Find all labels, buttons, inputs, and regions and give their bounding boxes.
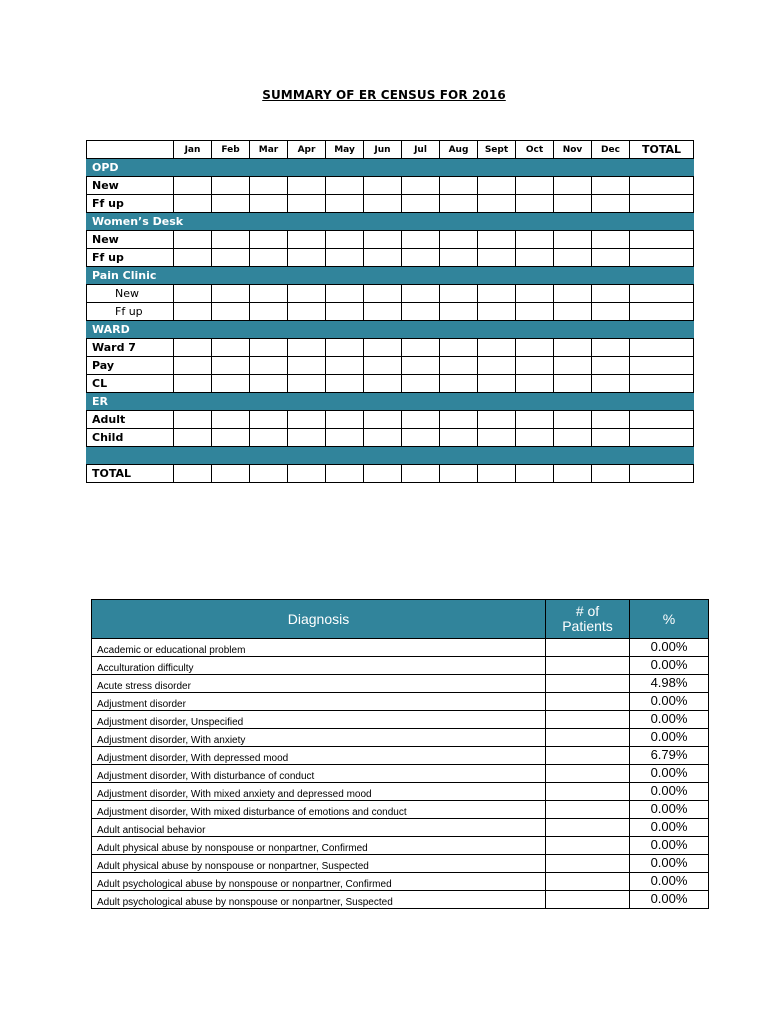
census-cell (402, 375, 440, 393)
census-cell (364, 249, 402, 267)
census-cell (630, 231, 694, 249)
census-cell (440, 231, 478, 249)
census-cell (364, 231, 402, 249)
census-cell (554, 303, 592, 321)
section-header-row (87, 447, 694, 465)
census-cell (212, 231, 250, 249)
census-cell (478, 339, 516, 357)
section-header-row (87, 213, 694, 231)
month-header: Jul (402, 141, 440, 159)
census-cell (326, 339, 364, 357)
census-cell (554, 195, 592, 213)
census-cell (326, 465, 364, 483)
census-cell (516, 357, 554, 375)
census-cell (364, 411, 402, 429)
census-cell (288, 339, 326, 357)
row-label: TOTAL (87, 465, 174, 483)
patient-count-cell (546, 675, 630, 693)
table-row (92, 675, 709, 693)
census-cell (440, 339, 478, 357)
census-cell (630, 375, 694, 393)
row-label: New (87, 177, 174, 195)
census-cell (250, 303, 288, 321)
census-cell (592, 231, 630, 249)
patient-count-cell (546, 837, 630, 855)
census-cell (554, 231, 592, 249)
patient-count-cell (546, 765, 630, 783)
diagnosis-header: Diagnosis (92, 600, 546, 639)
census-cell (402, 465, 440, 483)
census-cell (288, 177, 326, 195)
census-cell (326, 411, 364, 429)
census-cell (288, 465, 326, 483)
census-cell (516, 177, 554, 195)
census-cell (440, 303, 478, 321)
census-cell (364, 339, 402, 357)
census-cell (364, 357, 402, 375)
diagnosis-name: Adult physical abuse by nonspouse or nonpartner, Suspected (92, 855, 546, 873)
patient-count-cell (546, 819, 630, 837)
census-cell (402, 177, 440, 195)
patient-count-cell (546, 693, 630, 711)
census-data-row (87, 249, 694, 267)
census-cell (440, 177, 478, 195)
section-title: Women’s Desk (87, 213, 694, 231)
census-cell (516, 285, 554, 303)
table-row (92, 837, 709, 855)
table-row (92, 891, 709, 909)
patients-header (546, 600, 630, 639)
patient-count-cell (546, 873, 630, 891)
census-cell (440, 357, 478, 375)
census-cell (250, 375, 288, 393)
percent-value: 0.00% (630, 873, 709, 891)
census-cell (516, 195, 554, 213)
census-data-row (87, 231, 694, 249)
percent-value: 0.00% (630, 837, 709, 855)
census-cell (516, 249, 554, 267)
census-cell (212, 465, 250, 483)
census-cell (478, 465, 516, 483)
percent-value: 0.00% (630, 819, 709, 837)
section-header-row (87, 267, 694, 285)
diagnosis-name: Adult psychological abuse by nonspouse or nonpartner, Suspected (92, 891, 546, 909)
census-cell (326, 177, 364, 195)
census-cell (440, 429, 478, 447)
census-cell (402, 231, 440, 249)
census-cell (516, 231, 554, 249)
census-cell (402, 195, 440, 213)
census-cell (364, 195, 402, 213)
section-title: Pain Clinic (87, 267, 694, 285)
census-cell (288, 249, 326, 267)
census-data-row (87, 429, 694, 447)
census-cell (478, 231, 516, 249)
diagnosis-name: Adult physical abuse by nonspouse or nonpartner, Confirmed (92, 837, 546, 855)
row-label: New (87, 285, 174, 303)
table-row (92, 711, 709, 729)
census-data-row (87, 177, 694, 195)
census-cell (364, 177, 402, 195)
census-cell (402, 357, 440, 375)
month-header: Jun (364, 141, 402, 159)
census-cell (402, 285, 440, 303)
census-corner-cell (87, 141, 174, 159)
patient-count-cell (546, 891, 630, 909)
section-title (87, 447, 694, 465)
census-cell (288, 195, 326, 213)
census-data-row (87, 303, 694, 321)
census-cell (174, 249, 212, 267)
census-cell (402, 429, 440, 447)
percent-value: 6.79% (630, 747, 709, 765)
census-cell (630, 339, 694, 357)
census-cell (630, 177, 694, 195)
diagnosis-name: Adult antisocial behavior (92, 819, 546, 837)
census-cell (174, 195, 212, 213)
patient-count-cell (546, 855, 630, 873)
month-header: May (326, 141, 364, 159)
diagnosis-name: Acculturation difficulty (92, 657, 546, 675)
percent-value: 0.00% (630, 657, 709, 675)
diagnosis-name: Acute stress disorder (92, 675, 546, 693)
row-label: New (87, 231, 174, 249)
census-cell (250, 231, 288, 249)
census-cell (554, 429, 592, 447)
census-cell (402, 339, 440, 357)
census-cell (440, 375, 478, 393)
census-cell (554, 357, 592, 375)
census-cell (554, 177, 592, 195)
table-row (92, 747, 709, 765)
census-cell (478, 285, 516, 303)
table-row (92, 873, 709, 891)
census-cell (478, 429, 516, 447)
census-cell (516, 411, 554, 429)
diagnosis-name: Academic or educational problem (92, 639, 546, 657)
row-label: Ff up (87, 195, 174, 213)
diagnosis-table (91, 599, 709, 909)
census-cell (592, 465, 630, 483)
census-cell (478, 303, 516, 321)
census-cell (440, 195, 478, 213)
census-cell (288, 411, 326, 429)
month-header: Mar (250, 141, 288, 159)
census-cell (250, 357, 288, 375)
census-cell (592, 339, 630, 357)
diagnosis-name: Adjustment disorder, With mixed anxiety and depressed mood (92, 783, 546, 801)
census-cell (364, 303, 402, 321)
census-data-row (87, 375, 694, 393)
census-cell (174, 411, 212, 429)
census-cell (554, 375, 592, 393)
census-cell (212, 339, 250, 357)
section-title: WARD (87, 321, 694, 339)
patient-count-cell (546, 783, 630, 801)
census-cell (250, 177, 288, 195)
census-cell (250, 411, 288, 429)
census-cell (174, 303, 212, 321)
census-cell (592, 177, 630, 195)
census-data-row (87, 357, 694, 375)
census-cell (592, 429, 630, 447)
diagnosis-header-row (92, 600, 709, 639)
table-row (92, 855, 709, 873)
census-cell (592, 249, 630, 267)
row-label: Adult (87, 411, 174, 429)
census-cell (478, 195, 516, 213)
table-row (92, 729, 709, 747)
census-cell (288, 429, 326, 447)
census-cell (174, 177, 212, 195)
table-row (92, 657, 709, 675)
census-cell (212, 375, 250, 393)
census-cell (326, 231, 364, 249)
census-cell (364, 429, 402, 447)
census-cell (212, 303, 250, 321)
month-header: Feb (212, 141, 250, 159)
percent-value: 0.00% (630, 855, 709, 873)
census-cell (212, 429, 250, 447)
row-label: Ff up (87, 303, 174, 321)
diagnosis-name: Adjustment disorder, With mixed disturbance of emotions and conduct (92, 801, 546, 819)
percent-value: 0.00% (630, 765, 709, 783)
census-cell (592, 195, 630, 213)
census-cell (478, 357, 516, 375)
census-cell (326, 285, 364, 303)
row-label: CL (87, 375, 174, 393)
table-row (92, 801, 709, 819)
census-cell (326, 195, 364, 213)
census-table (86, 140, 694, 483)
census-cell (402, 411, 440, 429)
census-cell (630, 429, 694, 447)
census-cell (326, 249, 364, 267)
percent-header: % (630, 600, 709, 639)
census-cell (630, 285, 694, 303)
census-data-row (87, 339, 694, 357)
census-cell (554, 411, 592, 429)
census-cell (592, 303, 630, 321)
diagnosis-name: Adjustment disorder (92, 693, 546, 711)
census-cell (440, 249, 478, 267)
census-cell (326, 429, 364, 447)
census-cell (402, 249, 440, 267)
census-cell (478, 375, 516, 393)
percent-value: 0.00% (630, 693, 709, 711)
table-row (92, 639, 709, 657)
census-cell (592, 375, 630, 393)
percent-value: 0.00% (630, 729, 709, 747)
census-cell (630, 357, 694, 375)
census-cell (630, 195, 694, 213)
census-cell (326, 303, 364, 321)
section-header-row (87, 393, 694, 411)
census-cell (288, 303, 326, 321)
section-header-row (87, 321, 694, 339)
row-label: Ward 7 (87, 339, 174, 357)
census-cell (174, 285, 212, 303)
census-total-row (87, 465, 694, 483)
census-cell (212, 285, 250, 303)
census-cell (326, 375, 364, 393)
percent-value: 0.00% (630, 711, 709, 729)
patients-header-line1: # of (575, 603, 600, 619)
census-cell (440, 465, 478, 483)
patient-count-cell (546, 639, 630, 657)
month-header: Apr (288, 141, 326, 159)
month-header: Nov (554, 141, 592, 159)
census-cell (364, 375, 402, 393)
section-title: ER (87, 393, 694, 411)
census-cell (554, 465, 592, 483)
month-header: Dec (592, 141, 630, 159)
census-cell (364, 285, 402, 303)
table-row (92, 693, 709, 711)
census-cell (250, 249, 288, 267)
census-cell (440, 285, 478, 303)
patient-count-cell (546, 657, 630, 675)
patient-count-cell (546, 747, 630, 765)
census-data-row (87, 195, 694, 213)
census-cell (402, 303, 440, 321)
census-cell (554, 339, 592, 357)
census-cell (250, 339, 288, 357)
census-cell (516, 303, 554, 321)
total-column-header: TOTAL (630, 141, 694, 159)
census-cell (174, 375, 212, 393)
row-label: Ff up (87, 249, 174, 267)
census-data-row (87, 411, 694, 429)
census-cell (516, 375, 554, 393)
percent-value: 0.00% (630, 801, 709, 819)
census-cell (212, 411, 250, 429)
census-cell (174, 357, 212, 375)
census-cell (174, 465, 212, 483)
census-cell (250, 429, 288, 447)
month-header: Aug (440, 141, 478, 159)
month-header: Sept (478, 141, 516, 159)
census-cell (250, 465, 288, 483)
patient-count-cell (546, 801, 630, 819)
census-cell (478, 177, 516, 195)
section-title: OPD (87, 159, 694, 177)
census-cell (478, 249, 516, 267)
diagnosis-name: Adjustment disorder, Unspecified (92, 711, 546, 729)
census-data-row (87, 285, 694, 303)
census-cell (516, 339, 554, 357)
diagnosis-name: Adjustment disorder, With anxiety (92, 729, 546, 747)
census-cell (288, 285, 326, 303)
census-cell (592, 357, 630, 375)
census-cell (630, 411, 694, 429)
percent-value: 0.00% (630, 891, 709, 909)
table-row (92, 765, 709, 783)
section-header-row (87, 159, 694, 177)
census-cell (288, 231, 326, 249)
census-cell (250, 195, 288, 213)
diagnosis-name: Adjustment disorder, With depressed mood (92, 747, 546, 765)
census-cell (592, 285, 630, 303)
patients-header-line2: Patients (562, 618, 613, 634)
census-cell (174, 429, 212, 447)
patient-count-cell (546, 711, 630, 729)
census-cell (440, 411, 478, 429)
diagnosis-name: Adjustment disorder, With disturbance of conduct (92, 765, 546, 783)
census-cell (288, 375, 326, 393)
census-cell (212, 249, 250, 267)
census-cell (212, 177, 250, 195)
census-cell (516, 465, 554, 483)
row-label: Child (87, 429, 174, 447)
census-cell (288, 357, 326, 375)
patient-count-cell (546, 729, 630, 747)
census-cell (364, 465, 402, 483)
census-cell (554, 249, 592, 267)
census-cell (516, 429, 554, 447)
percent-value: 4.98% (630, 675, 709, 693)
census-cell (630, 303, 694, 321)
census-header-row (87, 141, 694, 159)
census-cell (592, 411, 630, 429)
page-title: SUMMARY OF ER CENSUS FOR 2016 (262, 88, 506, 102)
row-label: Pay (87, 357, 174, 375)
percent-value: 0.00% (630, 639, 709, 657)
census-cell (174, 339, 212, 357)
table-row (92, 819, 709, 837)
census-cell (326, 357, 364, 375)
table-row (92, 783, 709, 801)
census-cell (250, 285, 288, 303)
census-cell (174, 231, 212, 249)
census-cell (478, 411, 516, 429)
census-cell (630, 465, 694, 483)
census-cell (212, 357, 250, 375)
census-cell (630, 249, 694, 267)
percent-value: 0.00% (630, 783, 709, 801)
month-header: Jan (174, 141, 212, 159)
census-cell (554, 285, 592, 303)
diagnosis-name: Adult psychological abuse by nonspouse or nonpartner, Confirmed (92, 873, 546, 891)
census-cell (212, 195, 250, 213)
month-header: Oct (516, 141, 554, 159)
